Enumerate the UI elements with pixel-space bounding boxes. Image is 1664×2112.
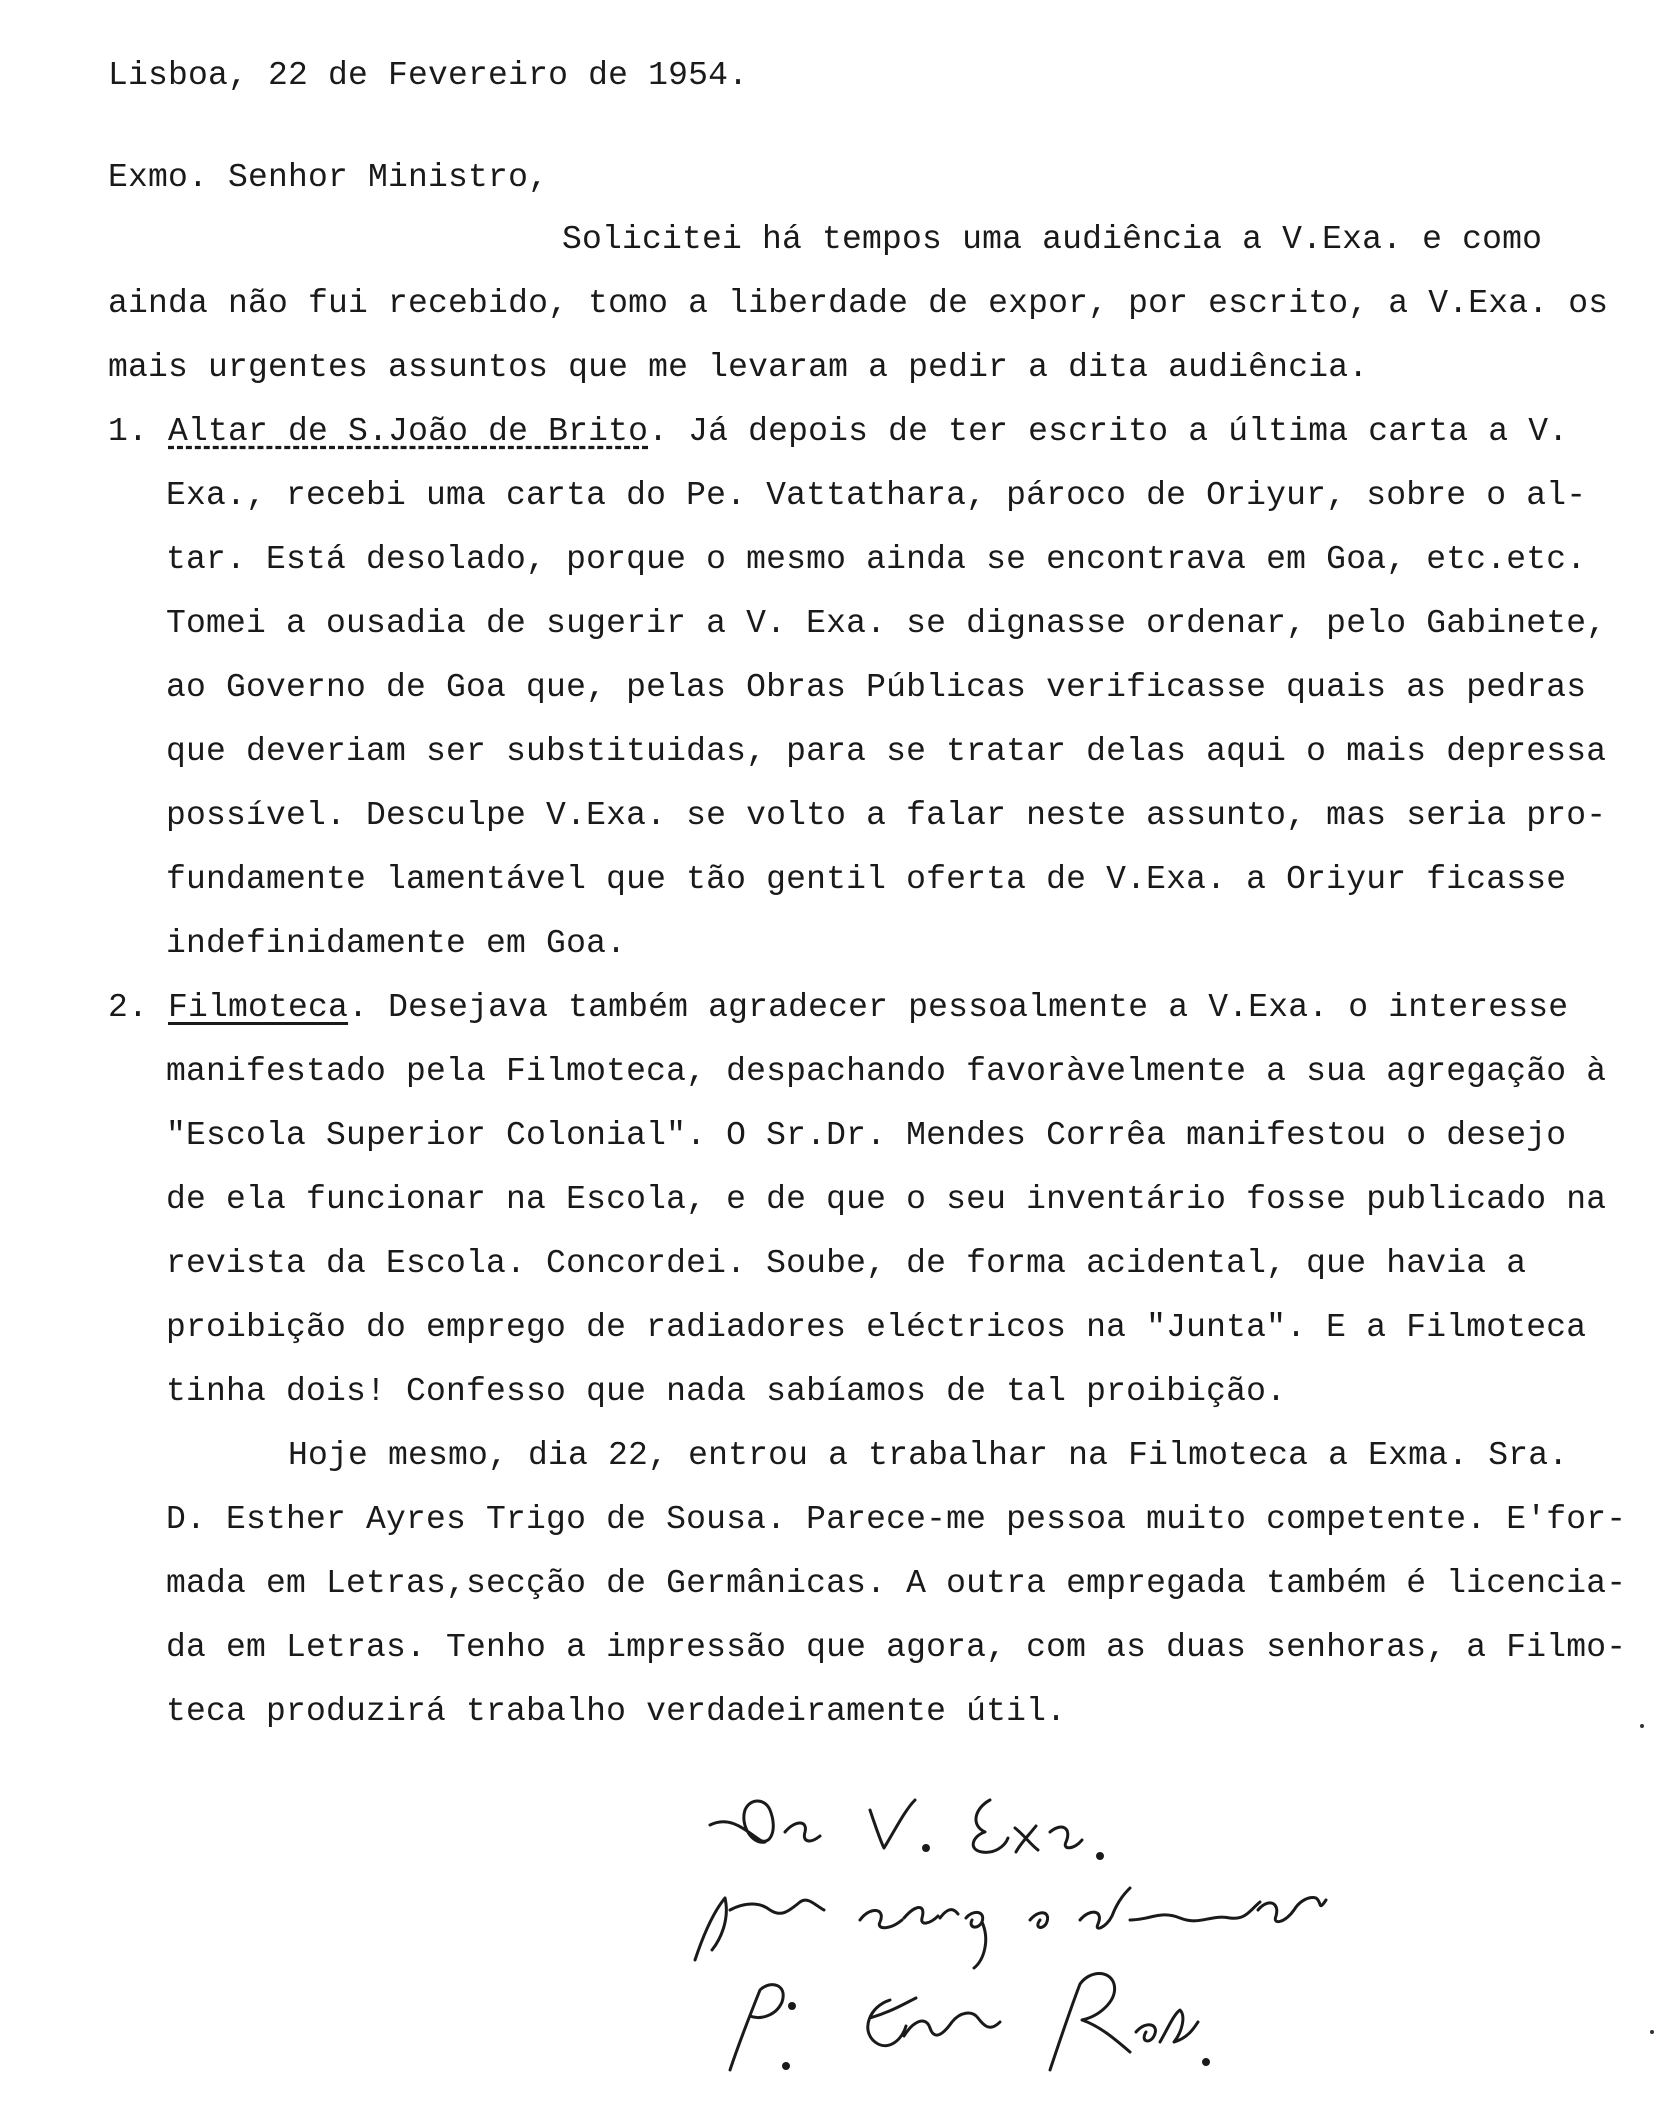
item-2-line: tinha dois! Confesso que nada sabíamos de tal proibição.	[166, 1373, 1287, 1410]
intro-line: Solicitei há tempos uma audiência a V.Exa. e como	[562, 221, 1543, 258]
item-1-line: possível. Desculpe V.Exa. se volto a falar neste assunto, mas seria pro-	[166, 797, 1607, 834]
salutation: Exmo. Senhor Ministro,	[108, 159, 549, 196]
paper-speck	[1650, 2030, 1654, 2034]
item-1-line: que deveriam ser substituidas, para se tratar delas aqui o mais depressa	[166, 733, 1607, 770]
closing-line: da em Letras. Tenho a impressão que agora, com as duas senhoras, a Filmo-	[166, 1629, 1627, 1666]
dateline: Lisboa, 22 de Fevereiro de 1954.	[108, 57, 749, 94]
item-1-line: tar. Está desolado, porque o mesmo ainda se encontrava em Goa, etc.etc.	[166, 541, 1587, 578]
closing-line: Hoje mesmo, dia 22, entrou a trabalhar na Filmoteca a Exma. Sra.	[288, 1437, 1569, 1474]
item-1-line: fundamente lamentável que tão gentil oferta de V.Exa. a Oriyur ficasse	[166, 861, 1567, 898]
closing-line: mada em Letras,secção de Germânicas. A outra empregada também é licencia-	[166, 1565, 1627, 1602]
closing-line: teca produzirá trabalho verdadeiramente útil.	[166, 1693, 1067, 1730]
item-2-first-line-rest: . Desejava também agradecer pessoalmente a V.Exa. o interesse	[348, 989, 1569, 1026]
item-2-number: 2.	[108, 989, 149, 1026]
intro-line: mais urgentes assuntos que me levaram a pedir a dita audiência.	[108, 349, 1369, 386]
item-1-line: Exa., recebi uma carta do Pe. Vattathara, pároco de Oriyur, sobre o al-	[166, 477, 1587, 514]
item-1-first-line	[108, 412, 1568, 452]
item-1-heading: Altar de S.João de Brito	[168, 413, 649, 450]
handwritten-signature	[690, 1770, 1410, 2100]
item-2-line: de ela funcionar na Escola, e de que o seu inventário fosse publicado na	[166, 1181, 1607, 1218]
item-2-heading: Filmoteca	[168, 989, 349, 1026]
item-1-first-line-rest: . Já depois de ter escrito a última carta a V.	[648, 413, 1569, 450]
item-1-line: ao Governo de Goa que, pelas Obras Públicas verificasse quais as pedras	[166, 669, 1587, 706]
item-2-line: revista da Escola. Concordei. Soube, de forma acidental, que havia a	[166, 1245, 1527, 1282]
item-2-line: manifestado pela Filmoteca, despachando favoràvelmente a sua agregação à	[166, 1053, 1607, 1090]
item-2-line: proibição do emprego de radiadores eléctricos na "Junta". E a Filmoteca	[166, 1309, 1587, 1346]
item-2-line: "Escola Superior Colonial". O Sr.Dr. Mendes Corrêa manifestou o desejo	[166, 1117, 1567, 1154]
item-2-first-line	[108, 988, 1568, 1028]
item-1-line: Tomei a ousadia de sugerir a V. Exa. se dignasse ordenar, pelo Gabinete,	[166, 605, 1607, 642]
paper-speck	[1640, 1724, 1644, 1728]
intro-line: ainda não fui recebido, tomo a liberdade de expor, por escrito, a V.Exa. os	[108, 285, 1609, 322]
item-1-number: 1.	[108, 413, 149, 450]
closing-line: D. Esther Ayres Trigo de Sousa. Parece-me pessoa muito competente. E'for-	[166, 1501, 1627, 1538]
item-1-line: indefinidamente em Goa.	[166, 925, 627, 962]
